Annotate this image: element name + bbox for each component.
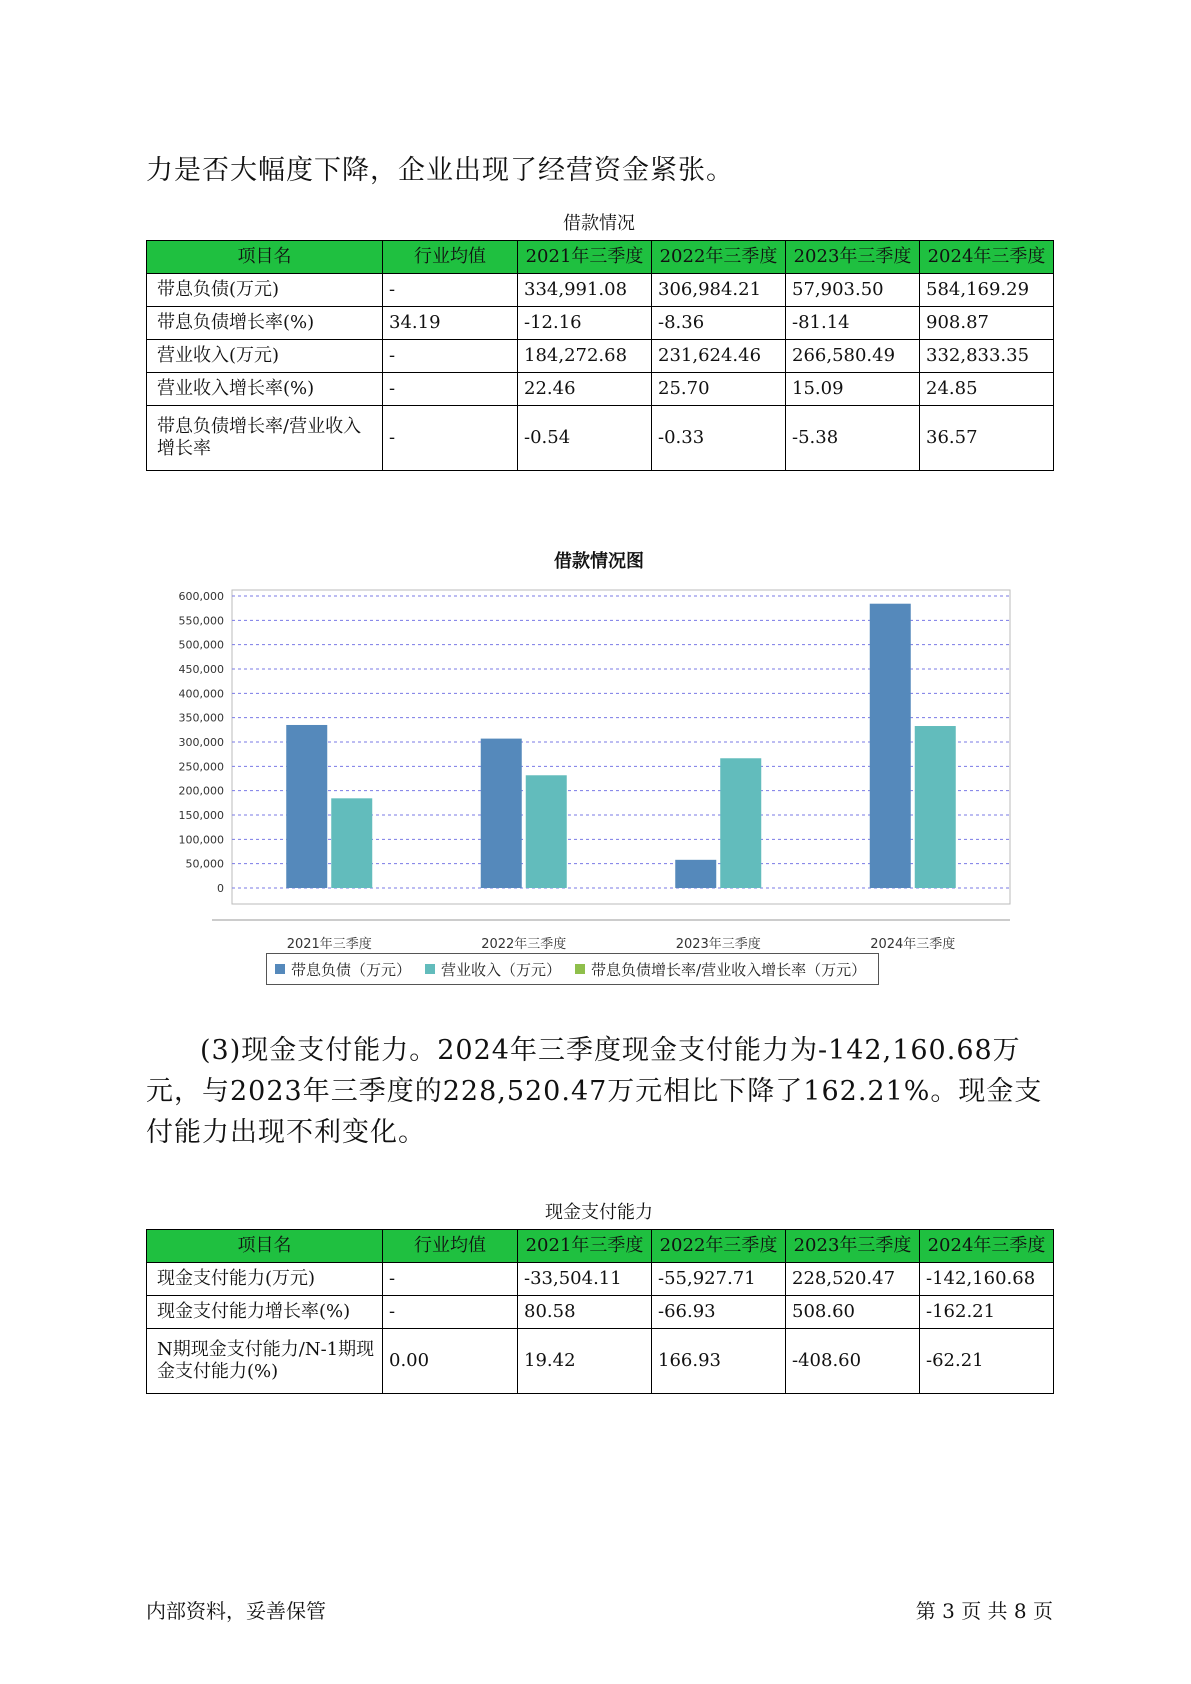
legend-label: 带息负债（万元） — [291, 960, 412, 979]
table-cell: 带息负债增长率(%) — [147, 307, 383, 340]
table-cell: -66.93 — [652, 1296, 786, 1329]
header-item-name: 项目名 — [147, 241, 383, 274]
legend-item-revenue — [425, 959, 561, 980]
legend-label: 营业收入（万元） — [441, 960, 562, 979]
table-cell: 现金支付能力增长率(%) — [147, 1296, 383, 1329]
header-2021q3: 2021年三季度 — [518, 241, 652, 274]
bar-revenue — [915, 726, 956, 888]
y-tick-label: 450,000 — [178, 663, 224, 676]
table-cell: - — [383, 340, 518, 373]
table-cell: 166.93 — [652, 1329, 786, 1394]
header-2022q3: 2022年三季度 — [652, 241, 786, 274]
y-tick-label: 350,000 — [178, 711, 224, 725]
table-row — [147, 406, 1054, 471]
x-tick-label: 2023年三季度 — [675, 937, 761, 950]
table-cell: 266,580.49 — [786, 340, 920, 373]
table-row — [147, 1296, 1054, 1329]
table-cell: 34.19 — [383, 307, 518, 340]
y-tick-label: 600,000 — [178, 590, 224, 603]
table-cell: -8.36 — [652, 307, 786, 340]
y-tick-label: 550,000 — [178, 614, 224, 628]
header-industry-average: 行业均值 — [383, 1230, 518, 1263]
table-row — [147, 1329, 1054, 1394]
y-tick-label: 200,000 — [178, 784, 224, 798]
table-cell: -81.14 — [786, 307, 920, 340]
table-cell: 80.58 — [518, 1296, 652, 1329]
cash-payment-paragraph: (3)现金支付能力。2024年三季度现金支付能力为-142,160.68万元，与2023年三季度的228,520.47万元相比下降了162.21%。现金支付能力出现不利变化。 — [146, 1035, 1043, 1148]
table-cell: - — [383, 1296, 518, 1329]
legend-item-interest-debt — [275, 959, 411, 980]
borrowing-table-caption: 借款情况 — [563, 213, 635, 234]
table-cell: 508.60 — [786, 1296, 920, 1329]
bar-interest-debt — [286, 725, 327, 888]
chart-title: 借款情况图 — [554, 551, 644, 572]
intro-paragraph: 力是否大幅度下降，企业出现了经营资金紧张。 — [146, 155, 734, 186]
table-cell: -408.60 — [786, 1329, 920, 1394]
bar-interest-debt — [481, 739, 522, 888]
table-cell: - — [383, 1263, 518, 1296]
y-tick-label: 500,000 — [178, 638, 224, 652]
table-header-row — [147, 1230, 1054, 1263]
bar-revenue — [526, 775, 567, 888]
table-cell: -12.16 — [518, 307, 652, 340]
header-2021q3: 2021年三季度 — [518, 1230, 652, 1263]
table-row — [147, 373, 1054, 406]
table-cell: 57,903.50 — [786, 274, 920, 307]
header-industry-average: 行业均值 — [383, 241, 518, 274]
header-2022q3: 2022年三季度 — [652, 1230, 786, 1263]
table-cell: -62.21 — [920, 1329, 1054, 1394]
footer-page-number: 第 3 页 共 8 页 — [915, 1599, 1053, 1623]
table-cell: 0.00 — [383, 1329, 518, 1394]
table-cell: 334,991.08 — [518, 274, 652, 307]
table-cell: 现金支付能力(万元) — [147, 1263, 383, 1296]
table-cell: 184,272.68 — [518, 340, 652, 373]
table-cell: -33,504.11 — [518, 1263, 652, 1296]
y-tick-label: 50,000 — [185, 857, 224, 871]
legend-label: 带息负债增长率/营业收入增长率（万元） — [591, 960, 867, 979]
y-tick-label: 150,000 — [178, 809, 224, 822]
table-cell: 营业收入(万元) — [147, 340, 383, 373]
y-tick-label: 300,000 — [178, 736, 224, 749]
table-cell: 36.57 — [920, 406, 1054, 471]
table-cell: -162.21 — [920, 1296, 1054, 1329]
table-cell: - — [383, 406, 518, 471]
table-cell: 231,624.46 — [652, 340, 786, 373]
x-tick-label: 2022年三季度 — [481, 937, 567, 950]
table-cell: 22.46 — [518, 373, 652, 406]
table-cell: 带息负债增长率/营业收入增长率 — [147, 406, 383, 471]
y-tick-label: 0 — [217, 882, 224, 895]
table-cell: -0.33 — [652, 406, 786, 471]
table-cell: 584,169.29 — [920, 274, 1054, 307]
table-cell: 908.87 — [920, 307, 1054, 340]
y-tick-label: 400,000 — [178, 687, 224, 701]
table-cell: 24.85 — [920, 373, 1054, 406]
table-cell: 带息负债(万元) — [147, 274, 383, 307]
table-row — [147, 340, 1054, 373]
table-cell: 306,984.21 — [652, 274, 786, 307]
table-row — [147, 307, 1054, 340]
legend-swatch-interest-debt — [275, 964, 285, 974]
table-row — [147, 1263, 1054, 1296]
cash-payment-table — [146, 1229, 1054, 1394]
header-2023q3: 2023年三季度 — [786, 1230, 920, 1263]
y-tick-label: 100,000 — [178, 833, 224, 847]
borrowing-table — [146, 240, 1054, 471]
bar-interest-debt — [675, 860, 716, 888]
bar-interest-debt — [870, 604, 911, 888]
table-row — [147, 274, 1054, 307]
cash-table-caption: 现金支付能力 — [545, 1202, 653, 1223]
table-cell: 15.09 — [786, 373, 920, 406]
table-cell: -5.38 — [786, 406, 920, 471]
table-cell: 19.42 — [518, 1329, 652, 1394]
table-cell: -55,927.71 — [652, 1263, 786, 1296]
borrowing-bar-chart — [146, 578, 1052, 950]
table-cell: -142,160.68 — [920, 1263, 1054, 1296]
y-tick-label: 250,000 — [178, 760, 224, 774]
x-tick-label: 2024年三季度 — [870, 937, 956, 950]
table-header-row — [147, 241, 1054, 274]
header-2023q3: 2023年三季度 — [786, 241, 920, 274]
chart-legend — [266, 953, 879, 985]
table-cell: 营业收入增长率(%) — [147, 373, 383, 406]
table-cell: N期现金支付能力/N-1期现金支付能力(%) — [147, 1329, 383, 1394]
header-2024q3: 2024年三季度 — [920, 1230, 1054, 1263]
footer-confidential-note: 内部资料，妥善保管 — [146, 1599, 326, 1623]
table-cell: 25.70 — [652, 373, 786, 406]
table-cell: - — [383, 373, 518, 406]
table-cell: - — [383, 274, 518, 307]
legend-item-growth-ratio — [575, 959, 866, 980]
table-cell: 332,833.35 — [920, 340, 1054, 373]
header-item-name: 项目名 — [147, 1230, 383, 1263]
x-tick-label: 2021年三季度 — [286, 937, 372, 950]
bar-revenue — [331, 798, 372, 888]
legend-swatch-revenue — [425, 964, 435, 974]
table-cell: -0.54 — [518, 406, 652, 471]
bar-revenue — [720, 758, 761, 888]
table-cell: 228,520.47 — [786, 1263, 920, 1296]
header-2024q3: 2024年三季度 — [920, 241, 1054, 274]
legend-swatch-growth-ratio — [575, 964, 585, 974]
